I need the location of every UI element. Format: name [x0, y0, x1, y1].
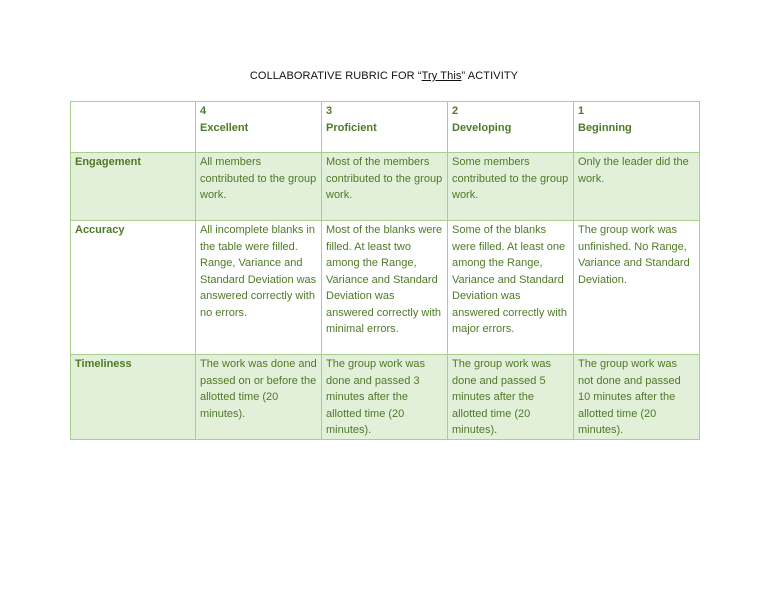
score-label: Proficient [326, 121, 377, 134]
header-cell-proficient [322, 102, 448, 153]
table-row-accuracy [71, 221, 700, 355]
rubric-cell: The group work was done and passed 3 minutes after the allotted time (20 minutes). [322, 355, 448, 440]
score-number: 3 [326, 105, 333, 117]
score-label: Excellent [200, 121, 249, 134]
score-label: Developing [452, 121, 512, 134]
rubric-cell: Most of the blanks were filled. At least two among the Range, Variance and Standard Deviation was answered correctly with minimal errors. [322, 221, 448, 355]
title-emphasis: Try This [421, 70, 462, 82]
rubric-cell: Some of the blanks were filled. At least one among the Range, Variance and Standard Deviation was answered correctly with major errors. [448, 221, 574, 355]
rubric-table [70, 101, 700, 440]
rubric-cell: Most of the members contributed to the group work. [322, 153, 448, 221]
rubric-cell: The group work was done and passed 5 minutes after the allotted time (20 minutes). [448, 355, 574, 440]
header-cell-beginning [574, 102, 700, 153]
title-prefix: COLLABORATIVE RUBRIC FOR “ [249, 70, 422, 82]
score-label: Beginning [578, 121, 632, 134]
header-cell-empty [71, 102, 196, 153]
rubric-cell: Some members contributed to the group work. [448, 153, 574, 221]
score-number: 1 [578, 105, 585, 117]
criterion-cell: Engagement [71, 153, 196, 221]
header-cell-developing [448, 102, 574, 153]
rubric-cell: All members contributed to the group work. [196, 153, 322, 221]
header-cell-excellent [196, 102, 322, 153]
header-row [71, 102, 700, 153]
table-row-engagement [71, 153, 700, 221]
rubric-cell: The work was done and passed on or before the allotted time (20 minutes). [196, 355, 322, 440]
table-row-timeliness [71, 355, 700, 440]
criterion-cell: Timeliness [71, 355, 196, 440]
rubric-cell: The group work was unfinished. No Range, Variance and Standard Deviation. [574, 221, 700, 355]
rubric-cell: All incomplete blanks in the table were filled. Range, Variance and Standard Deviation was answered correctly with no errors. [196, 221, 322, 355]
rubric-cell: The group work was not done and passed 10 minutes after the allotted time (20 minutes). [574, 355, 700, 440]
score-number: 4 [200, 105, 207, 117]
document-title [0, 70, 768, 82]
score-number: 2 [452, 105, 459, 117]
title-suffix: ” ACTIVITY [461, 70, 519, 82]
rubric-cell: Only the leader did the work. [574, 153, 700, 221]
criterion-cell: Accuracy [71, 221, 196, 355]
